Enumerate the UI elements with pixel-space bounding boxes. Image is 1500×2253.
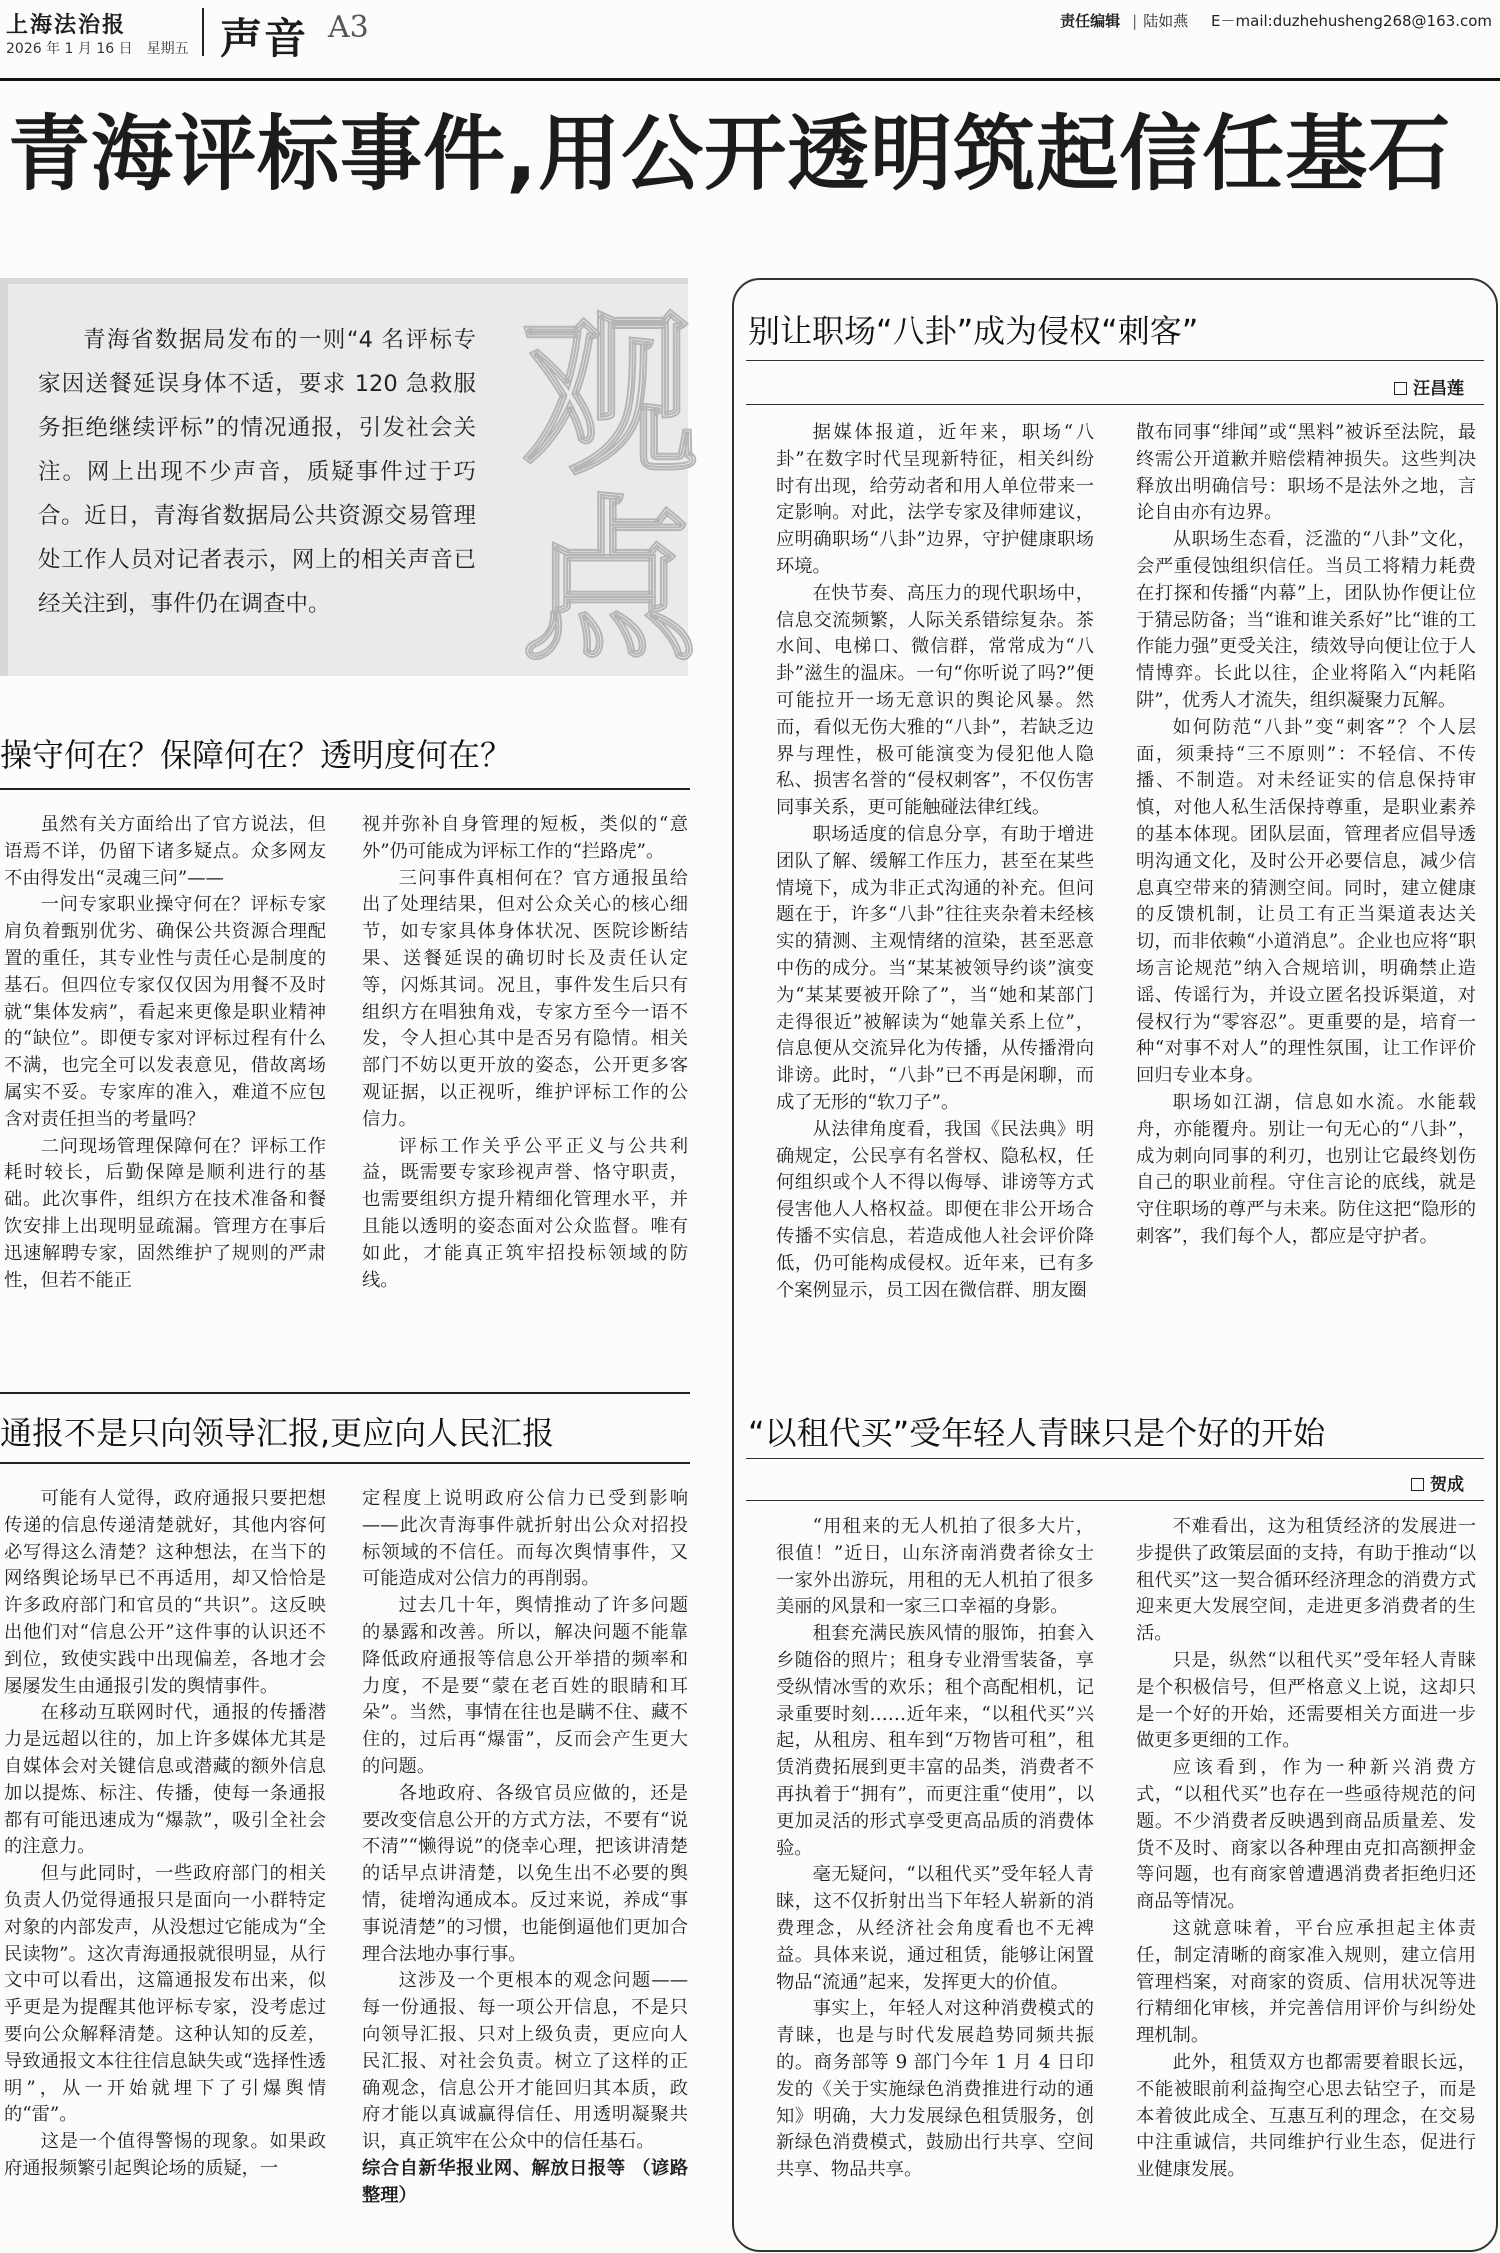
article3-rule	[746, 360, 1484, 361]
editor-name: 陆如燕	[1143, 12, 1189, 30]
article4-para: 应该看到，作为一种新兴消费方式，“以租代买”也存在一些亟待规范的问题。不少消费者反映遇到商品质量差、发货不及时、商家以各种理由克扣高额押金等问题，也有商家曾遭遇消费者拒绝归还商品等情况。	[1136, 1757, 1476, 1913]
article2-para: 定程度上说明政府公信力已受到影响——此次青海事件就折射出公众对招投标领域的不信任。而每次舆情事件，又可能造成对公信力的再削弱。	[362, 1488, 688, 1590]
article2-col2	[362, 1486, 707, 2210]
article3-title: 别让职场“八卦”成为侵权“刺客”	[748, 312, 1199, 350]
article4-para: 此外，租赁双方也都需要着眼长远，不能被眼前利益掏空心思去钻空子，而是本着彼此成全、互惠互利的理念，在交易中注重诚信，共同维护行业生态，促进行业健康发展。	[1136, 2051, 1476, 2181]
article2-credit	[362, 2156, 707, 2210]
article2-para: 可能有人觉得，政府通报只要把想传递的信息传递清楚就好，其他内容何必写得这么清楚？这种想法，在当下的网络舆论场早已不再适用，却又恰恰是许多政府部门和官员的“共识”。这反映出他们对“信息公开”这件事的认识还不到位，致使实践中出现偏差，各地才会屡屡发生由通报引发的舆情事件。	[4, 1488, 326, 1697]
article1-rule	[0, 788, 690, 790]
editor-label: 责任编辑	[1060, 12, 1121, 30]
article3-para: 散布同事“绯闻”或“黑料”被诉至法院，最终需公开道歉并赔偿精神损失。这些判决释放出明确信号：职场不是法外之地，言论自由亦有边界。	[1136, 422, 1476, 524]
article3-rule-2	[746, 404, 1484, 405]
article3-para: 据媒体报道，近年来，职场“八卦”在数字时代呈现新特征，相关纠纷时有出现，给劳动者和用人单位带来一定影响。对此，法学专家及律师建议，应明确职场“八卦”边界，守护健康职场环境。	[776, 422, 1094, 577]
article4-col2	[1136, 1514, 1476, 2184]
article2-title: 通报不是只向领导汇报,更应向人民汇报	[0, 1414, 555, 1452]
article2-col1	[4, 1486, 326, 2183]
article1-para: 视并弥补自身管理的短板，类似的“意外”仍可能成为评标工作的“拦路虎”。	[362, 814, 688, 862]
editor-info: 责任编辑 | 陆如燕 E－mail:duzhehusheng268@163.com	[1060, 12, 1492, 30]
article1-para: 虽然有关方面给出了官方说法，但语焉不详，仍留下诸多疑点。众多网友不由得发出“灵魂三问”——	[4, 814, 326, 889]
article4-para: 不难看出，这为租赁经济的发展进一步提供了政策层面的支持，有助于推动“以租代买”这一契合循环经济理念的消费方式迎来更大发展空间，走进更多消费者的生活。	[1136, 1516, 1476, 1645]
article1-title: 操守何在？保障何在？透明度何在？	[0, 736, 513, 774]
article2-para: 这是一个值得警惕的现象。如果政府通报频繁引起舆论场的质疑，一	[4, 2131, 326, 2179]
masthead	[0, 0, 1500, 62]
article4-rule	[746, 1458, 1484, 1459]
byline-box-icon	[1394, 382, 1407, 395]
main-headline: 青海评标事件,用公开透明筑起信任基石	[8, 107, 1452, 202]
article4-rule-2	[746, 1500, 1484, 1501]
article3-para: 从职场生态看，泛滥的“八卦”文化，会严重侵蚀组织信任。当员工将精力耗费在打探和传播“内幕”上，团队协作便让位于猜忌防备；当“谁和谁关系好”比“谁的工作能力强”更受关注，绩效导向便让位于人情博弈。长此以往，企业将陷入“内耗陷阱”，优秀人才流失，组织凝聚力瓦解。	[1136, 529, 1476, 711]
article3-para: 从法律角度看，我国《民法典》明确规定，公民享有名誉权、隐私权，任何组织或个人不得以侮辱、诽谤等方式侵害他人人格权益。即便在非公开场合传播不实信息，若造成他人社会评价降低，仍可能构成侵权。近年来，已有多个案例显示，员工因在微信群、朋友圈	[776, 1118, 1094, 1301]
section-name: 声音	[220, 14, 309, 63]
article2-para: 过去几十年，舆情推动了许多问题的暴露和改善。所以，解决问题不能靠降低政府通报等信息公开举措的频率和力度，不是要“蒙在老百姓的眼睛和耳朵”。当然，事情在往也是瞒不住、藏不住的，过后再“爆雷”，反而会产生更大的问题。	[362, 1595, 688, 1777]
article3-para: 职场适度的信息分享，有助于增进团队了解、缓解工作压力，甚至在某些情境下，成为非正式沟通的补充。但问题在于，许多“八卦”往往夹杂着未经核实的猜测、主观情绪的渲染，甚至恶意中伤的成分。当“某某被领导约谈”演变为“某某要被开除了”，当“她和某部门走得很近”被解读为“她靠关系上位”，信息便从交流异化为传播，从传播滑向诽谤。此时，“八卦”已不再是闲聊，而成了无形的“软刀子”。	[776, 823, 1094, 1113]
paper-name: 上海法治报	[6, 12, 127, 38]
article2-para: 各地政府、各级官员应做的，还是要改变信息公开的方式方法，不要有“说不清”“懒得说”的侥幸心理，把该讲清楚的话早点讲清楚，以免生出不必要的舆情，徒增沟通成本。反过来说，养成“事事说清楚”的习惯，也能倒逼他们更加合理合法地办事行事。	[362, 1782, 688, 1965]
article2-source: 综合自新华报业网、解放日报等	[362, 2157, 626, 2179]
byline-box-icon	[1411, 1478, 1424, 1491]
article3-byline: 汪昌莲	[1394, 374, 1464, 399]
article1-col2	[362, 812, 688, 1294]
column-label: 观点	[492, 302, 699, 674]
article4-para: 只是，纵然“以租代买”受年轻人青睐是个积极信号，但严格意义上说，这却只是一个好的开始，还需要相关方面进一步做更多更细的工作。	[1136, 1649, 1476, 1752]
article2-para: 但与此同时，一些政府部门的相关负责人仍觉得通报只是面向一小群特定对象的内部发声，从没想过它能成为“全民读物”。这次青海通报就很明显，从行文中可以看出，这篇通报发布出来，似乎更是为提醒其他评标专家，没考虑过要向公众解释清楚。这种认知的反差，导致通报文本往往信息缺失或“选择性透明”，从一开始就埋下了引爆舆情的“雷”。	[4, 1863, 326, 2126]
article1-col1	[4, 812, 326, 1294]
article4-para: 这就意味着，平台应承担起主体责任，制定清晰的商家准入规则，建立信用管理档案，对商家的资质、信用状况等进行精细化审核，并完善信用评价与纠纷处理机制。	[1136, 1917, 1476, 2047]
article2-top-rule	[0, 1392, 690, 1394]
article2-para: 在移动互联网时代，通报的传播潜力是远超以往的，加上许多媒体尤其是自媒体会对关键信息或潜藏的额外信息加以提炼、标注、传播，使每一条通报都有可能迅速成为“爆款”，吸引全社会的注意力。	[4, 1702, 326, 1858]
article4-para: 事实上，年轻人对这种消费模式的青睐，也是与时代发展趋势同频共振的。商务部等 9 部门今年 1 月 4 日印发的《关于实施绿色消费推进行动的通知》明确，大力发展绿色租赁服务，创新绿色消费模式，鼓励出行共享、空间共享、物品共享。	[776, 1998, 1094, 2181]
issue-date: 2026 年 1 月 16 日 星期五	[6, 41, 189, 57]
article4-byline: 贺成	[1411, 1470, 1464, 1495]
article3-col1	[776, 420, 1094, 1304]
lead-text: 青海省数据局发布的一则“4 名评标专家因送餐延误身体不适，要求 120 急救服务拒绝继续评标”的情况通报，引发社会关注。网上出现不少声音，质疑事件过于巧合。近日，青海省数据局公共资源交易管理处工作人员对记者表示，网上的相关声音已经关注到，事件仍在调查中。	[38, 327, 476, 617]
article4-para: “用租来的无人机拍了很多大片，很值！”近日，山东济南消费者徐女士一家外出游玩，用租的无人机拍了很多美丽的风景和一家三口幸福的身影。	[776, 1516, 1094, 1618]
article1-para: 一问专家职业操守何在？评标专家肩负着甄别优劣、确保公共资源合理配置的重任，其专业性与责任心是制度的基石。但四位专家仅仅因为用餐不及时就“集体发病”，看起来更像是职业精神的“缺位”。即便专家对评标过程有什么不满，也完全可以发表意见，借故离场属实不妥。专家库的准入，难道不应包含对责任担当的考量吗？	[4, 894, 326, 1130]
article4-col1	[776, 1514, 1094, 2184]
article4-para: 租套充满民族风情的服饰，拍套入乡随俗的照片；租身专业滑雪装备，享受纵情冰雪的欢乐；租个高配相机，记录重要时刻……近年来，“以租代买”兴起，从租房、租车到“万物皆可租”，租赁消费拓展到更丰富的品类，消费者不再执着于“拥有”，而更注重“使用”，以更加灵活的形式享受更高品质的消费体验。	[776, 1623, 1094, 1859]
article2-rule	[0, 1462, 690, 1464]
article2-para: 这涉及一个更根本的观念问题——每一份通报、每一项公开信息，不是只向领导汇报、只对上级负责，更应向人民汇报、对社会负责。树立了这样的正确观念，信息公开才能回归其本质，政府才能以真诚赢得信任、用透明凝聚共识，真正筑牢在公众中的信任基石。	[362, 1970, 688, 2153]
article4-title: “以租代买”受年轻人青睐只是个好的开始	[748, 1414, 1326, 1452]
header-divider	[202, 8, 204, 56]
article4-para: 毫无疑问，“以租代买”受年轻人青睐，这不仅折射出当下年轻人崭新的消费理念，从经济社会角度看也不无裨益。具体来说，通过租赁，能够让闲置物品“流通”起来，发挥更大的价值。	[776, 1864, 1094, 1993]
page-number: A3	[328, 10, 369, 45]
article3-col2	[1136, 420, 1476, 1251]
header-rule	[0, 78, 1500, 81]
article3-para: 职场如江湖，信息如水流。水能载舟，亦能覆舟。别让一句无心的“八卦”，成为刺向同事的利刃，也别让它最终划伤自己的职业前程。守住言论的底线，就是守住职场的尊严与未来。防住这把“隐形的刺客”，我们每个人，都应是守护者。	[1136, 1091, 1476, 1247]
article1-para: 二问现场管理保障何在？评标工作耗时较长，后勤保障是顺利进行的基础。此次事件，组织方在技术准备和餐饮安排上出现明显疏漏。管理方在事后迅速解聘专家，固然维护了规则的严肃性，但若不能正	[4, 1135, 326, 1291]
article3-para: 在快节奏、高压力的现代职场中，信息交流频繁，人际关系错综复杂。茶水间、电梯口、微信群，常常成为“八卦”滋生的温床。一句“你听说了吗?”便可能拉开一场无意识的舆论风暴。然而，看似无伤大雅的“八卦”，若缺乏边界与理性，极可能演变为侵犯他人隐私、损害名誉的“侵权刺客”，不仅伤害同事关系，更可能触碰法律红线。	[776, 582, 1094, 819]
article1-para: 三问事件真相何在？官方通报虽给出了处理结果，但对公众关心的核心细节，如专家具体身体状况、医院诊断结果、送餐延误的确切时长及责任认定等，闪烁其词。况且，事件发生后只有组织方在唱独角戏，专家方至今一语不发，令人担心其中是否另有隐情。相关部门不妨以更开放的姿态，公开更多客观证据，以正视听，维护评标工作的公信力。	[362, 867, 688, 1130]
article1-para: 评标工作关乎公平正义与公共利益，既需要专家珍视声誉、恪守职责，也需要组织方提升精细化管理水平，并且能以透明的姿态面对公众监督。唯有如此，才能真正筑牢招投标领域的防线。	[362, 1135, 688, 1291]
article3-para: 如何防范“八卦”变“刺客”？个人层面，须秉持“三不原则”：不轻信、不传播、不制造。对未经证实的信息保持审慎，对他人私生活保持尊重，是职业素养的基本体现。团队层面，管理者应倡导透明沟通文化，及时公开必要信息，减少信息真空带来的猜测空间。同时，建立健康的反馈机制，让员工有正当渠道表达关切，而非依赖“小道消息”。企业也应将“职场言论规范”纳入合规培训，明确禁止造谣、传谣行为，并设立匿名投诉渠道，对侵权行为“零容忍”。更重要的是，培育一种“对事不对人”的理性氛围，让工作评价回归专业本身。	[1136, 716, 1476, 1087]
article2-compiler: （谚路 整理）	[362, 2157, 707, 2206]
editor-email: E－mail:duzhehusheng268@163.com	[1211, 12, 1492, 30]
